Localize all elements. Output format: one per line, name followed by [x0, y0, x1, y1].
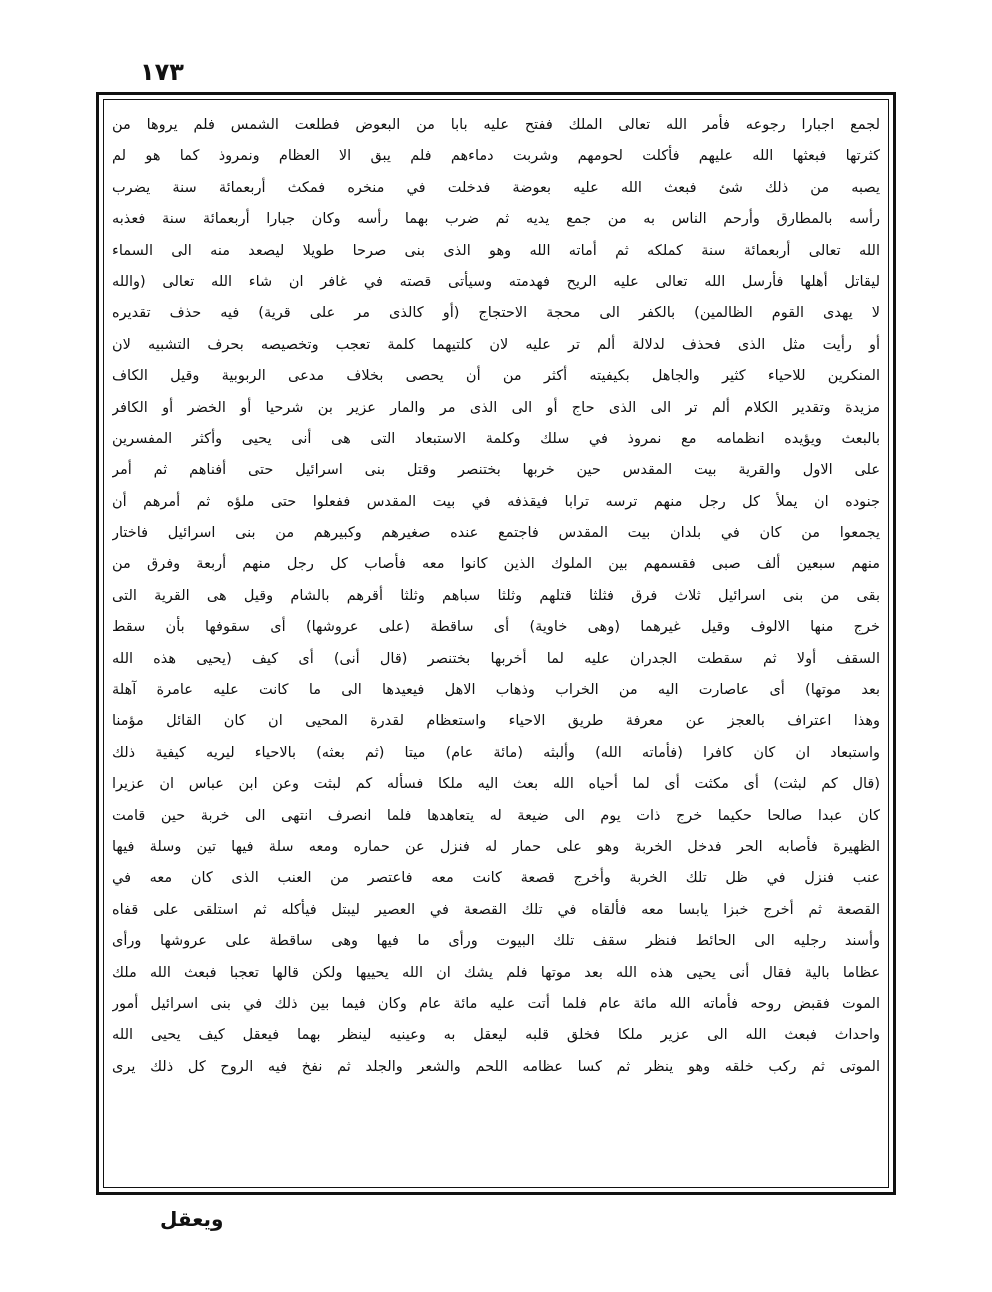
text-line: واحداث فبعث الله الى عزير ملكا فخلق قلبه ليعقل به وعينيه لينظر بهما فيعقل كيف يحيى الله [112, 1027, 880, 1044]
text-line: وهذا اعتراف بالعجز عن معرفة طريق الاحياء واستعظام لقدرة المحيى ان كان القائل مؤمنا [112, 713, 880, 730]
text-line: يصبه من ذلك شئ فبعث الله عليه بعوضة فدخلت في منخره فمكث أربعمائة سنة يضرب [112, 179, 880, 196]
text-line: خرج منها الالوف وقيل غيرهما (وهى خاوية) أى ساقطة (على عروشها) أى سقوفها بأن سقط [112, 619, 880, 636]
text-line: بالبعث ويؤيده انظمامه مع نمروذ في سلك وكلمة الاستبعاد التى هى أنى يحيى وأكثر المفسرين [112, 430, 880, 447]
text-line: السقف أولا ثم سقطت الجدران عليه لما أخربها بختنصر (قال أنى) أى كيف (يحيى هذه الله [112, 650, 880, 667]
text-line: القصعة ثم أخرج خبزا يابسا معه فألقاه في تلك القصعة في العصير ليبتل فيأكله ثم استلقى على قفاه [112, 901, 880, 918]
text-line: لا يهدى القوم الظالمين) بالكفر الى محجة الاحتجاج (أو كالذى مر على قرية) فيه حذف تقديره [112, 305, 880, 322]
text-line: (قال كم لبثت) أى مكثت أى لما أحياه الله بعث اليه ملكا فسأله كم لبثت وعن ابن عباس ان عزيرا [112, 776, 880, 793]
text-line: مزيدة وتقدير الكلام ألم تر الى الذى حاج أو الى الذى مر والمار عزير بن شرحيا أو الخضر أو الكافر [112, 399, 880, 416]
text-line: عنب فنزل في ظل تلك الخربة وأخرج قصعة كانت معه فاعتصر من العنب الذى كان معه في [112, 870, 880, 887]
text-line: عظاما بالية فقال أنى يحيى هذه الله بعد موتها فلم يشك ان الله يحييها ولكن قالها تعجبا فبعث الله ملك [112, 964, 880, 981]
catchword: ويعقل [160, 1207, 224, 1231]
text-line: أو رأيت مثل الذى فحذف لدلالة ألم تر عليه لان كلتيهما كلمة تعجب وتخصيصه بحرف التشبيه لان [112, 336, 880, 353]
main-text-block [112, 110, 880, 1180]
page-number: ١٧٣ [140, 58, 184, 86]
text-line: جنوده ان يملأ كل رجل منهم ترسه ترابا فيقذفه في بيت المقدس ففعلوا حتى ملؤه ثم أمرهم أن [112, 493, 880, 510]
text-line: كان عبدا صالحا حكيما خرج ذات يوم الى ضيعة له يتعاهدها فلما انصرف انتهى الى خربة حين قامت [112, 807, 880, 824]
text-line: منهم سبعين ألف صبى فقسمهم بين الملوك الذين كانوا معه فأصاب كل رجل منهم أربعة وفرق من [112, 556, 880, 573]
text-line: لجمع اجبارا رجوعه فأمر الله تعالى الملك ففتح عليه بابا من البعوض فطلعت الشمس فلم يروها من [112, 117, 880, 133]
text-line: الموتى ثم ركب خلقه وهو ينظر ثم كسا عظامه اللحم والشعر والجلد ثم نفخ فيه الروح كل ذلك يرى [112, 1058, 880, 1075]
text-line: بعد موتها) أى عاصارت اليه من الخراب وذهاب الاهل فيعيدها الى ما كانت عليه عامرة آهلة [112, 682, 880, 699]
text-line: يجمعوا من كان في بلدان بيت المقدس فاجتمع عنده صغيرهم وكبيرهم من بنى اسرائيل فاختار [112, 525, 880, 542]
text-line: كثرتها فبعثها الله عليهم فأكلت لحومهم وشربت دماءهم فلم يبق الا العظام ونمروذ كما هو لم [112, 148, 880, 165]
text-line: واستبعاد ان كان كافرا (فأماته الله) وألبثه (مائة عام) ميتا (ثم بعثه) بالاحياء ليريه كيفية ذلك [112, 744, 880, 761]
text-line: الظهيرة فأصابه الحر فدخل الخربة وهو على حمار له فنزل عن حماره ومعه سلة فيها تين وسلة فيها [112, 838, 880, 855]
text-line: بقى من بنى اسرائيل ثلاث فرق فثلثا قتلهم وثلثا سباهم وثلثا أقرهم بالشام وقيل هى القرية التى [112, 587, 880, 604]
text-line: الله تعالى أربعمائة سنة كملكه ثم أماته الله وهو الذى بنى صرحا طويلا ليصعد منه الى السماء [112, 242, 880, 259]
text-line: وأسند رجليه الى الحائط فنظر سقف تلك البيوت ورأى ما فيها وهى ساقطة على عروشها ورأى [112, 933, 880, 950]
text-line: ليقاتل أهلها فأرسل الله تعالى عليه الريح فهدمته وسيأتى قصته في غافر ان شاء الله تعالى (والله [112, 273, 880, 290]
text-line: المنكرين للاحياء كثير والجاهل بكيفيته أكثر من أن يحصى بخلاف مدعى الربوبية وقيل الكاف [112, 368, 880, 385]
text-line: رأسه بالمطارق وأرحم الناس به من جمع يديه ثم ضرب بهما رأسه وكان جبارا أربعمائة سنة فعذبه [112, 211, 880, 228]
text-line: الموت فقبض روحه فأماته الله مائة عام فلما أتت عليه مائة عام وكان فيما بين ذلك في بنى اسرائيل أمور [112, 995, 880, 1012]
text-line: على الاول والقرية بيت المقدس حين خربها بختنصر وقتل بنى اسرائيل حتى أفناهم ثم أمر [112, 462, 880, 479]
